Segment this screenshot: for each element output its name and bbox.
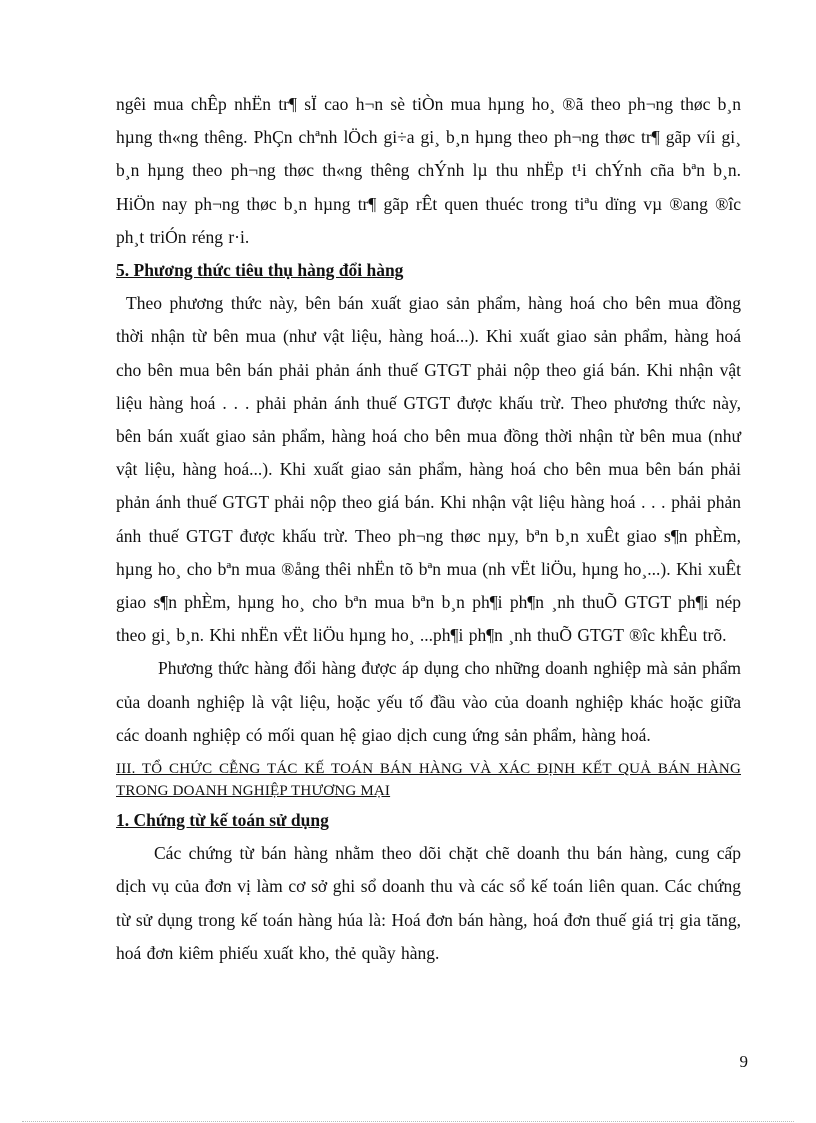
page-bottom-border (22, 1121, 794, 1122)
page-number: 9 (739, 1052, 748, 1071)
paragraph-barter-application: Phương thức hàng đổi hàng được áp dụng cho những doanh nghiệp mà sản phẩm của doanh nghiệp là vật liệu, hoặc yếu tố đầu vào của doanh nghiệp khác hoặc giữa các doanh nghiệp có mối quan hệ giao dịch cung ứng sản phẩm, hàng hoá. (116, 658, 741, 745)
heading-barter-sales: 5. Phương thức tiêu thụ hàng đổi hàng (116, 260, 404, 281)
section-heading-accounting-organization: III. TỔ CHỨC CỄNG TÁC KẾ TOÁN BÁN HÀNG VÀ XÁC ĐỊNH KẾT QUẢ BÁN HÀNG TRONG DOANH NGHIỆP THƯƠNG MẠI (116, 761, 741, 800)
page-content (116, 88, 741, 970)
paragraph-barter-method: Theo phương thức này, bên bán xuất giao sản phẩm, hàng hoá cho bên mua đồng thời nhận từ bên mua (như vật liệu, hàng hoá...). Khi xuất giao sản phẩm, hàng hoá cho bên mua bên bán phải phản ánh thuế GTGT phải nộp theo giá bán. Khi nhận vật liệu hàng hoá . . . phải phản ánh thuế GTGT được khấu trừ. Theo phương thức này, bên bán xuất giao sản phẩm, hàng hoá cho bên mua đồng thời nhận từ bên mua (như vật liệu, hàng hoá...). Khi xuất giao sản phẩm, hàng hoá cho bên mua bên bán phải phản ánh thuế GTGT phải nộp theo giá bán. Khi nhận vật liệu hàng hoá . . . phải phản ánh thuế GTGT được khấu trừ. Theo ph¬ng thøc nµy, bªn b¸n xuÊt giao s¶n phÈm, hµng ho¸ cho bªn mua ®ång thêi nhËn tõ bªn mua (nh vËt liÖu, hµng ho¸...). Khi xuÊt giao s¶n phÈm, hµng ho¸ cho bªn mua bªn b¸n ph¶i ph¶n ¸nh thuÕ GTGT ph¶i nép theo gi¸ b¸n. Khi nhËn vËt liÖu hµng ho¸ ...ph¶i ph¶n ¸nh thuÕ GTGT ®îc khÊu trõ. (116, 293, 741, 646)
heading-accounting-documents: 1. Chứng từ kế toán sử dụng (116, 810, 329, 831)
section-heading-wrap (116, 752, 741, 804)
paragraph-sales-documents: Các chứng từ bán hàng nhằm theo dõi chặt chẽ doanh thu bán hàng, cung cấp dịch vụ của đơn vị làm cơ sở ghi sổ doanh thu và các sổ kế toán liên quan. Các chứng từ sử dụng trong kế toán hàng húa là: Hoá đơn bán hàng, hoá đơn thuế giá trị gia tăng, hoá đơn kiêm phiếu xuất kho, thẻ quầy hàng. (116, 843, 741, 963)
paragraph-installment-sales: ngêi mua chÊp nhËn tr¶ sÏ cao h¬n sè tiÒn mua hµng ho¸ ®ã theo ph¬ng thøc b¸n hµng th«ng thêng. PhÇn chªnh lÖch gi÷a gi¸ b¸n hµng theo ph¬ng thøc tr¶ gãp víi gi¸ b¸n hµng theo ph¬ng thøc th«ng thêng chÝnh lµ thu nhËp t¹i chÝnh cña bªn b¸n. HiÖn nay ph¬ng thøc b¸n hµng tr¶ gãp rÊt quen thuéc trong tiªu dïng vµ ®ang ®îc ph¸t triÓn réng r·i. (116, 94, 741, 247)
